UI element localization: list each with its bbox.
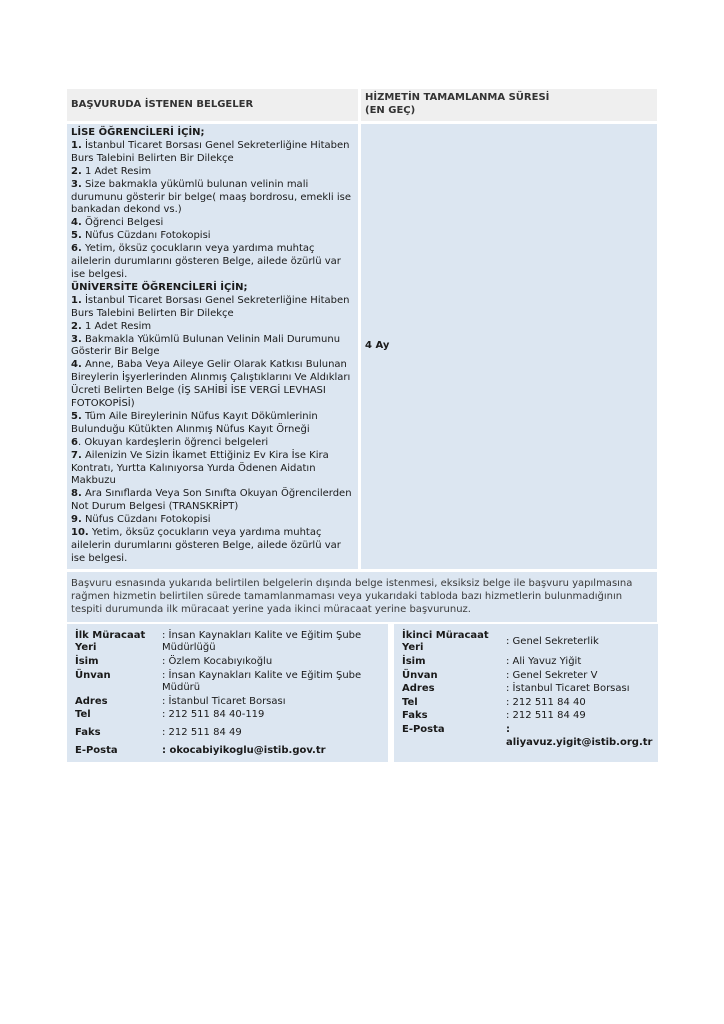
item-number: 2. (71, 320, 82, 332)
contact-label: Tel (75, 709, 91, 721)
contact-row (402, 630, 652, 655)
item-text: Tüm Aile Bireylerinin Nüfus Kayıt Dökümlerinin Bulunduğu Kütükten Alınmış Nüfus Kayıt Örneği (71, 410, 318, 435)
list-item (71, 140, 354, 166)
contact-email[interactable]: : aliyavuz.yigit@istib.org.tr (506, 723, 653, 748)
contact-value: : Özlem Kocabıyıkoğlu (162, 656, 273, 667)
contact-row (75, 670, 382, 695)
item-text: Anne, Baba Veya Aileye Gelir Olarak Katkısı Bulunan Bireylerin İşyerlerinden Alınmış Çalıştıklarını Ve Aldıkları Ücreti Belirten Belge (İŞ SAHİBİ İSE VERGİ LEVHASI FOTOKOPİSİ) (71, 359, 351, 410)
contact-value: : İnsan Kaynakları Kalite ve Eğitim Şube Müdürü (162, 669, 362, 694)
contact-value: : İstanbul Ticaret Borsası (162, 695, 286, 707)
header-duration-line2: (EN GEÇ) (365, 105, 416, 116)
list-item (71, 450, 354, 489)
contact-value: : 212 511 84 49 (162, 726, 242, 738)
item-text: 1 Adet Resim (81, 320, 152, 332)
contact-value: : 212 511 84 40 (506, 696, 586, 708)
contact-label: Adres (75, 695, 108, 707)
list-item (71, 334, 354, 360)
item-text: 1 Adet Resim (81, 165, 152, 177)
contact-label: İsim (402, 656, 426, 667)
item-text: Ailenizin Ve Sizin İkamet Ettiğiniz Ev Kira İse Kira Kontratı, Yurtta Kalınıyorsa Yurda Ödenen Aidatın Makbuzu (71, 449, 329, 487)
contact-label: E-Posta (402, 723, 445, 735)
contact-row (75, 696, 382, 709)
list-item (71, 166, 354, 179)
contact-label: Ünvan (75, 669, 111, 681)
header-duration (361, 89, 657, 121)
contact-row (75, 745, 382, 758)
contact-row (402, 656, 652, 669)
contact-row (402, 670, 652, 683)
contact-value: : İstanbul Ticaret Borsası (506, 683, 630, 695)
item-text: İstanbul Ticaret Borsası Genel Sekreterliğine Hitaben Burs Talebini Belirten Bir Dilekçe (71, 294, 350, 319)
header-documents-label: BAŞVURUDA İSTENEN BELGELER (71, 98, 254, 110)
list-item (71, 243, 354, 282)
contact-label: Faks (75, 726, 101, 738)
header-documents (67, 89, 358, 121)
list-item (71, 179, 354, 218)
item-number: 3. (71, 333, 82, 345)
item-number: 8. (71, 488, 82, 500)
item-number: 1. (71, 139, 82, 151)
document-sheet (66, 86, 658, 762)
contact-label: İsim (75, 656, 99, 667)
contact-row (402, 710, 652, 723)
requirements-table (64, 86, 660, 625)
contact-row (402, 724, 652, 749)
item-number: 3. (71, 178, 82, 190)
item-number: 4. (71, 217, 82, 229)
contact-label: E-Posta (75, 744, 118, 756)
item-text: Yetim, öksüz çocukların veya yardıma muhtaç ailelerin durumlarını gösteren Belge, ailede özürlü var ise belgesi. (71, 527, 341, 564)
item-number: 5. (71, 410, 82, 422)
header-duration-line1: HİZMETİN TAMAMLANMA SÜRESİ (365, 92, 550, 104)
contact-label: Ünvan (402, 669, 438, 681)
contact-row (75, 656, 382, 669)
item-number: 4. (71, 359, 82, 371)
contact-label: Tel (402, 696, 418, 708)
second-contact-box (394, 624, 658, 762)
item-number: 9. (71, 514, 82, 526)
item-number: 7. (71, 449, 82, 461)
contact-value: : 212 511 84 40-119 (162, 709, 265, 721)
contact-value: : 212 511 84 49 (506, 710, 586, 722)
item-text: . Okuyan kardeşlerin öğrenci belgeleri (77, 436, 269, 448)
list-item (71, 359, 354, 411)
group-title: LİSE ÖĞRENCİLERİ İÇİN; (71, 127, 205, 138)
item-text: Nüfus Cüzdanı Fotokopisi (81, 230, 211, 242)
list-item (71, 321, 354, 334)
list-item (71, 488, 354, 514)
contact-row (402, 683, 652, 696)
documents-list (67, 124, 358, 569)
group-lise (71, 127, 354, 282)
contact-row (75, 709, 382, 722)
item-text: Ara Sınıflarda Veya Son Sınıfta Okuyan Öğrencilerden Not Durum Belgesi (TRANSKRİPT) (71, 488, 352, 513)
contact-label: İkinci Müracaat Yeri (402, 629, 489, 654)
item-text: Bakmakla Yükümlü Bulunan Velinin Mali Durumunu Gösterir Bir Belge (71, 333, 341, 358)
first-contact-box (67, 624, 388, 762)
group-universite (71, 282, 354, 566)
item-number: 5. (71, 230, 82, 242)
item-number: 1. (71, 294, 82, 306)
contact-email[interactable]: : okocabiyikoglu@istib.gov.tr (162, 744, 326, 756)
item-text: İstanbul Ticaret Borsası Genel Sekreterliğine Hitaben Burs Talebini Belirten Bir Dilekçe (71, 139, 350, 164)
contact-row (75, 727, 382, 740)
list-item (71, 514, 354, 527)
list-item (71, 411, 354, 437)
item-text: Nüfus Cüzdanı Fotokopisi (81, 514, 211, 526)
contact-value: : Genel Sekreter V (506, 669, 598, 681)
item-text: Yetim, öksüz çocukların veya yardıma muhtaç ailelerin durumlarını gösteren Belge, ailede özürlü var ise belgesi. (71, 243, 341, 280)
duration-cell (361, 124, 657, 569)
contact-label: Adres (402, 683, 435, 695)
contact-label: Faks (402, 710, 428, 722)
contact-value: : Ali Yavuz Yiğit (506, 656, 582, 667)
item-number: 2. (71, 165, 82, 177)
contact-row (75, 630, 382, 655)
item-text: Size bakmakla yükümlü bulunan velinin mali durumunu gösterir bir belge( maaş bordrosu, emekli ise bankadan dekond vs.) (71, 178, 352, 216)
list-item (71, 295, 354, 321)
item-number: 6 (71, 436, 78, 448)
item-text: Öğrenci Belgesi (81, 217, 164, 229)
application-note (67, 572, 657, 622)
note-text: Başvuru esnasında yukarıda belirtilen belgelerin dışında belge istenmesi, eksiksiz belge ile başvuru yapılmasına rağmen hizmetin belirtilen sürede tamamlanmaması veya yukarıdaki tabloda bazı hizmetlerin bulunmadığının tespiti durumunda ilk müracaat yerine yada ikinci müracaat yerine başvurunuz. (71, 577, 633, 615)
list-item (71, 437, 354, 450)
item-number: 10. (71, 527, 89, 539)
item-number: 6. (71, 243, 82, 255)
duration-value: 4 Ay (365, 339, 390, 351)
group-title: ÜNİVERSİTE ÖĞRENCİLERİ İÇİN; (71, 281, 248, 293)
contact-label: İlk Müracaat Yeri (75, 629, 146, 654)
contact-value: : İnsan Kaynakları Kalite ve Eğitim Şube Müdürlüğü (162, 629, 362, 654)
list-item (71, 527, 354, 566)
contact-value: : Genel Sekreterlik (506, 636, 599, 648)
list-item (71, 217, 354, 230)
contacts-section (67, 624, 658, 762)
list-item (71, 230, 354, 243)
contact-row (402, 697, 652, 710)
